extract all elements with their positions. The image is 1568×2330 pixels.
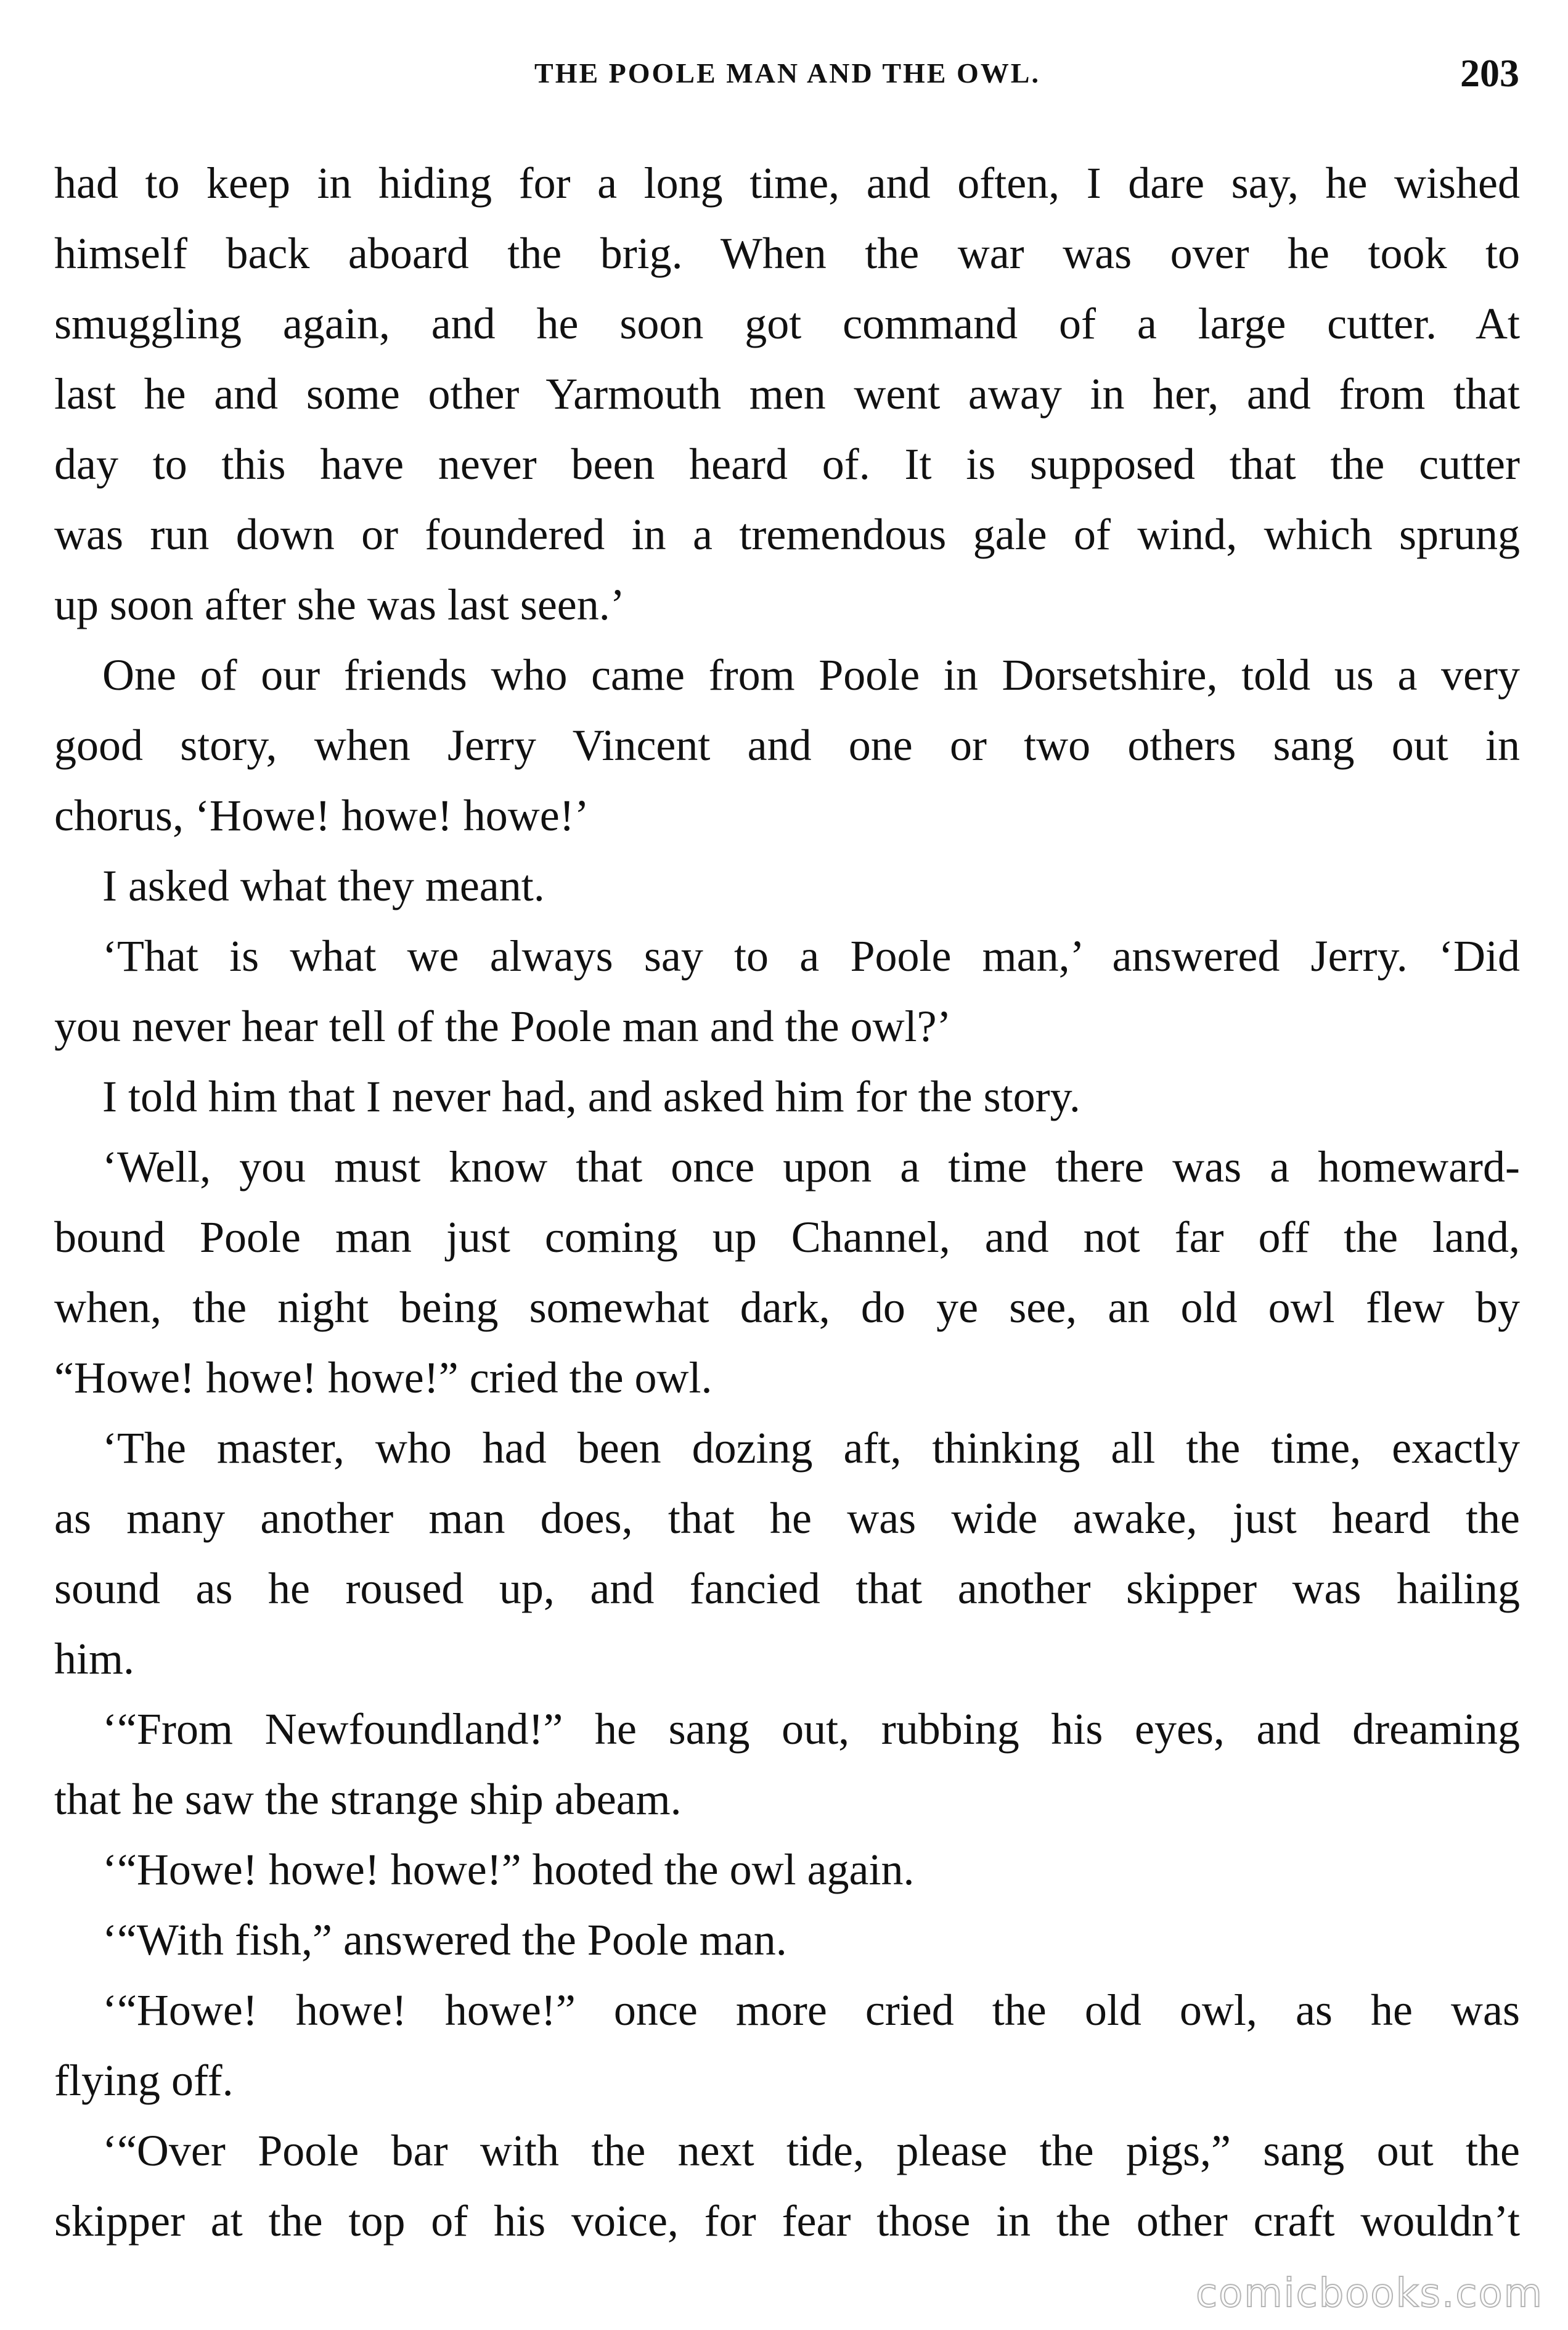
text-line: ‘The master, who had been dozing aft, thinking all the time, exactly (102, 1423, 1520, 1473)
text-line: as many another man does, that he was wide awake, just heard the (54, 1494, 1520, 1543)
text-line: ‘“With fish,” answered the Poole man. (102, 1915, 787, 1964)
text-line: flying off. (54, 2056, 234, 2105)
text-line: ‘“Howe! howe! howe!” once more cried the old owl, as he was (102, 1985, 1520, 2035)
text-line: “Howe! howe! howe!” cried the owl. (54, 1353, 713, 1402)
text-line: himself back aboard the brig. When the war was over he took to (54, 229, 1520, 278)
text-line: had to keep in hiding for a long time, and often, I dare say, he wished (54, 158, 1520, 208)
text-line: ‘“From Newfoundland!” he sang out, rubbing his eyes, and dreaming (102, 1704, 1520, 1754)
watermark: comicbooks.com (1195, 2271, 1543, 2316)
text-line: that he saw the strange ship abeam. (54, 1775, 682, 1824)
text-line: ‘That is what we always say to a Poole man,’ answered Jerry. ‘Did (102, 931, 1520, 981)
text-line: sound as he roused up, and fancied that another skipper was hailing (54, 1564, 1520, 1613)
text-line: smuggling again, and he soon got command of a large cutter. At (54, 299, 1520, 348)
running-title: THE POOLE MAN AND THE OWL. (534, 57, 1040, 89)
page-number: 203 (1460, 51, 1519, 95)
text-line: I asked what they meant. (102, 861, 545, 910)
text-line: I told him that I never had, and asked him for the story. (102, 1072, 1080, 1121)
text-line: bound Poole man just coming up Channel, and not far off the land, (54, 1212, 1520, 1262)
text-line: him. (54, 1634, 135, 1683)
text-line: skipper at the top of his voice, for fear those in the other craft wouldn’t (54, 2196, 1520, 2246)
text-line: last he and some other Yarmouth men went away in her, and from that (54, 369, 1520, 419)
text-line: good story, when Jerry Vincent and one or two others sang out in (54, 721, 1520, 770)
text-line: was run down or foundered in a tremendous gale of wind, which sprung (54, 510, 1520, 559)
text-line: chorus, ‘Howe! howe! howe!’ (54, 791, 589, 840)
body-text (54, 148, 1520, 2256)
text-line: you never hear tell of the Poole man and the owl?’ (54, 1002, 952, 1051)
text-line: ‘“Howe! howe! howe!” hooted the owl again. (102, 1845, 915, 1894)
text-line: when, the night being somewhat dark, do ye see, an old owl flew by (54, 1283, 1520, 1332)
text-line: One of our friends who came from Poole in Dorsetshire, told us a very (102, 650, 1520, 700)
running-head (55, 51, 1519, 106)
text-line: up soon after she was last seen.’ (54, 580, 625, 629)
text-line: ‘“Over Poole bar with the next tide, please the pigs,” sang out the (102, 2126, 1520, 2175)
text-line: day to this have never been heard of. It is supposed that the cutter (54, 439, 1520, 489)
text-line: ‘Well, you must know that once upon a time there was a homeward- (102, 1142, 1520, 1192)
